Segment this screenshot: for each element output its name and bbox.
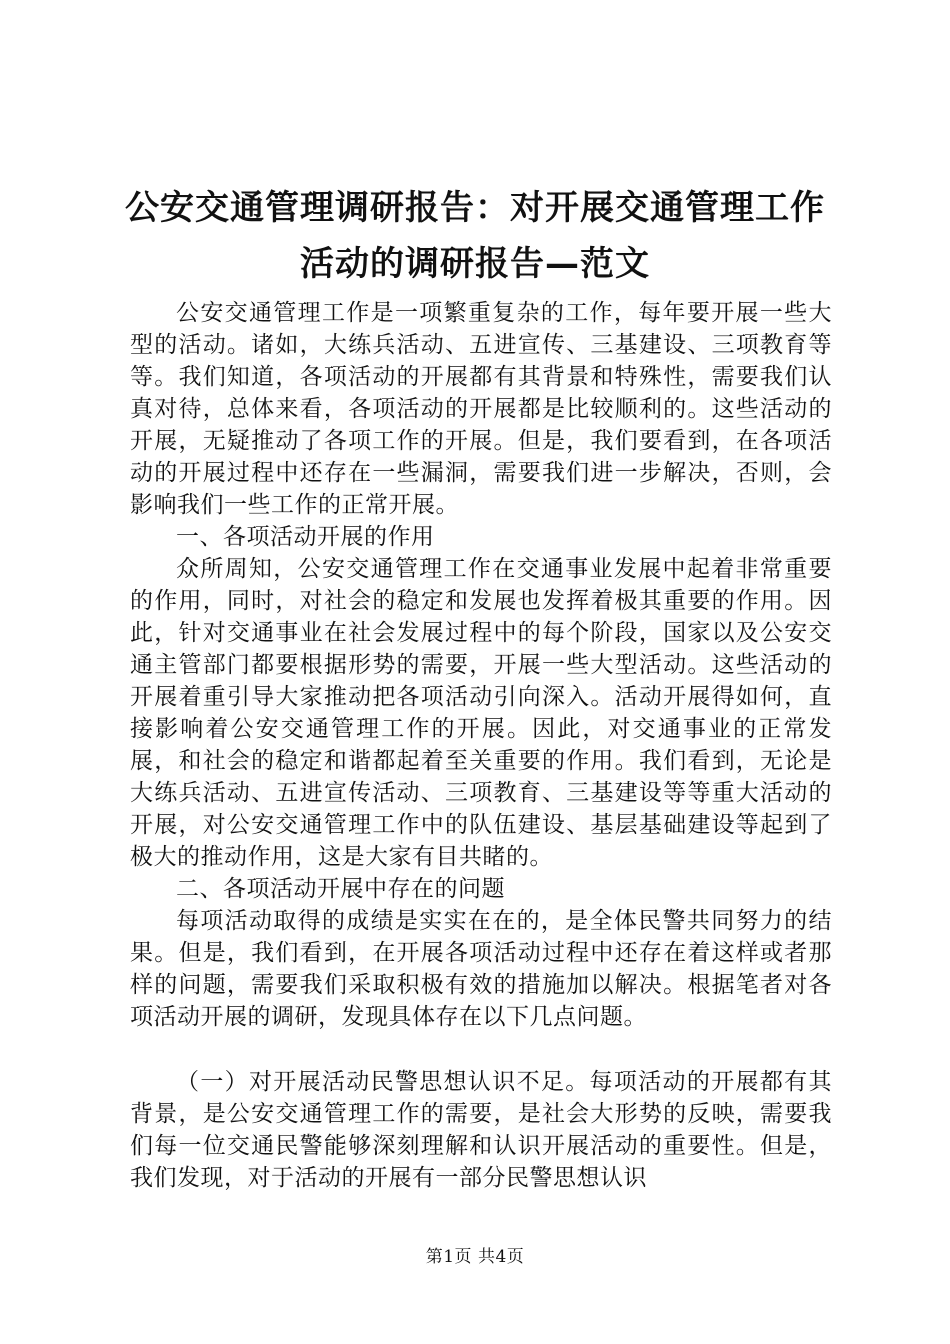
section-heading-1: 一、各项活动开展的作用 (176, 524, 435, 550)
section-2-paragraph: 每项活动取得的成绩是实实在在的，是全体民警共同努力的结果。但是，我们看到，在开展各项活动过程中还存在着这样或者那样的问题，需要我们采取积极有效的措施加以解决。根据笔者对各项活动开展的调研，发现具体存在以下几点问题。 (130, 908, 832, 1030)
document-title-line-2: 活动的调研报告—范文 (300, 244, 650, 284)
page-footer: 第1页 共4页 (425, 1247, 525, 1267)
document-title-line-1: 公安交通管理调研报告：对开展交通管理工作 (125, 188, 825, 228)
section-heading-2: 二、各项活动开展中存在的问题 (176, 876, 505, 902)
intro-paragraph: 公安交通管理工作是一项繁重复杂的工作，每年要开展一些大型的活动。诸如，大练兵活动、五进宣传、三基建设、三项教育等等。我们知道，各项活动的开展都有其背景和特殊性，需要我们认真对待，总体来看，各项活动的开展都是比较顺利的。这些活动的开展，无疑推动了各项工作的开展。但是，我们要看到，在各项活动的开展过程中还存在一些漏洞，需要我们进一步解决，否则，会影响我们一些工作的正常开展。 (130, 300, 832, 518)
subsection-1-paragraph: （一）对开展活动民警思想认识不足。每项活动的开展都有其背景，是公安交通管理工作的需要，是社会大形势的反映，需要我们每一位交通民警能够深刻理解和认识开展活动的重要性。但是，我们发现，对于活动的开展有一部分民警思想认识 (130, 1069, 832, 1191)
section-1-paragraph: 众所周知，公安交通管理工作在交通事业发展中起着非常重要的作用，同时，对社会的稳定和发展也发挥着极其重要的作用。因此，针对交通事业在社会发展过程中的每个阶段，国家以及公安交通主管部门都要根据形势的需要，开展一些大型活动。这些活动的开展着重引导大家推动把各项活动引向深入。活动开展得如何，直接影响着公安交通管理工作的开展。因此，对交通事业的正常发展，和社会的稳定和谐都起着至关重要的作用。我们看到，无论是大练兵活动、五进宣传活动、三项教育、三基建设等等重大活动的开展，对公安交通管理工作中的队伍建设、基层基础建设等起到了极大的推动作用，这是大家有目共睹的。 (130, 556, 832, 870)
document-body (130, 297, 832, 1194)
